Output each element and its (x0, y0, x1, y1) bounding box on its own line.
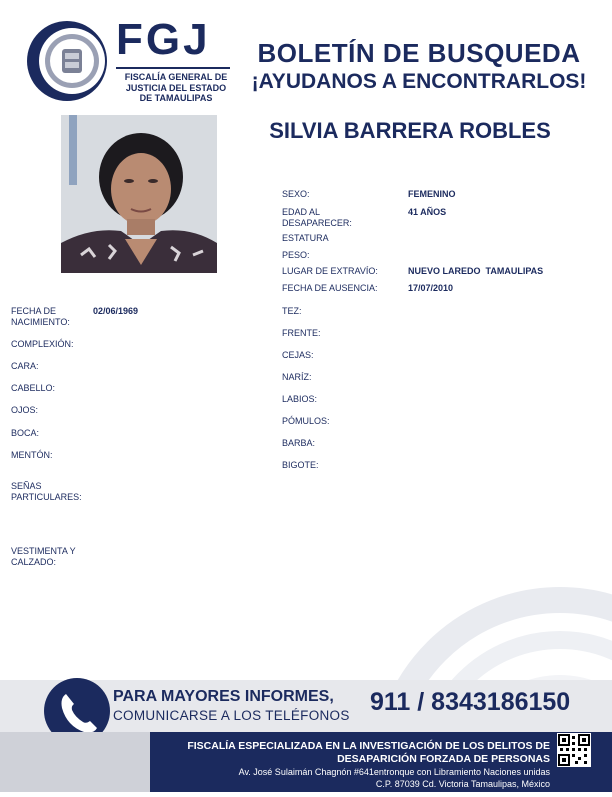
state-seal-logo (26, 20, 108, 102)
field-label-sex: SEXO: (282, 189, 310, 199)
bulletin-subtitle: ¡AYUDANOS A ENCONTRARLOS! (251, 70, 587, 93)
field-label-lips: LABIOS: (282, 394, 318, 404)
field-label-chin: MENTÓN: (11, 450, 53, 460)
logo-subtitle-line: JUSTICIA DEL ESTADO (125, 82, 227, 93)
field-value-birth-date: 02/06/1969 (93, 306, 139, 316)
field-label-eyebrows: CEJAS: (282, 350, 314, 360)
field-label-beard: BARBA: (282, 438, 316, 448)
field-value-age: 41 AÑOS (408, 207, 447, 217)
field-value-sex: FEMENINO (408, 189, 456, 199)
field-label-cheekbones: PÓMULOS: (282, 416, 330, 426)
footer-accent (0, 732, 150, 792)
field-label-mustache: BIGOTE: (282, 460, 319, 470)
field-label-location: LUGAR DE EXTRAVÍO: (282, 266, 378, 276)
field-label-marks: SEÑAS PARTICULARES: (11, 481, 82, 502)
footer-address-line-2: C.P. 87039 Cd. Victoria Tamaulipas, México (375, 779, 550, 789)
logo-subtitle-line: FISCALÍA GENERAL DE (124, 72, 228, 82)
field-label-build: COMPLEXIÓN: (11, 339, 74, 349)
bulletin-title: BOLETÍN DE BUSQUEDA (257, 38, 581, 68)
logo-divider (116, 67, 230, 69)
field-value-location: NUEVO LAREDO TAMAULIPAS (408, 266, 544, 276)
field-label-face: CARA: (11, 361, 39, 371)
contact-phone-number[interactable]: 911 / 8343186150 (370, 688, 571, 716)
field-label-hair: CABELLO: (11, 383, 56, 393)
field-label-absence-date: FECHA DE AUSENCIA: (282, 283, 378, 293)
person-name: SILVIA BARRERA ROBLES (269, 118, 551, 143)
field-label-nose: NARÍZ: (282, 372, 312, 382)
contact-line-2: COMUNICARSE A LOS TELÉFONOS (113, 708, 350, 723)
footer-title-line-1: FISCALÍA ESPECIALIZADA EN LA INVESTIGACIÓN DE LOS DELITOS DE (187, 740, 550, 752)
field-label-height: ESTATURA (282, 233, 329, 243)
field-label-age: EDAD AL DESAPARECER: (282, 207, 352, 228)
logo-subtitle-line: DE TAMAULIPAS (139, 93, 213, 103)
fgj-logo-letters: FGJ (116, 15, 211, 64)
field-label-birth-date: FECHA DE NACIMIENTO: (11, 306, 70, 327)
field-label-complexion: TEZ: (282, 306, 302, 316)
footer-title-line-2: DESAPARICIÓN FORZADA DE PERSONAS (337, 753, 550, 765)
contact-line-1: PARA MAYORES INFORMES, (113, 688, 334, 705)
field-label-mouth: BOCA: (11, 428, 40, 438)
qr-code-icon[interactable] (557, 733, 591, 767)
person-photo (61, 115, 217, 273)
footer-address-line-1: Av. José Sulaimán Chagnón #641entronque con Libramiento Naciones unidas (238, 767, 550, 777)
field-label-eyes: OJOS: (11, 405, 39, 415)
logo-subtitle (116, 72, 236, 104)
field-label-clothing: VESTIMENTA Y CALZADO: (11, 546, 76, 567)
field-label-weight: PESO: (282, 250, 310, 260)
field-value-absence-date: 17/07/2010 (408, 283, 454, 293)
field-label-forehead: FRENTE: (282, 328, 321, 338)
